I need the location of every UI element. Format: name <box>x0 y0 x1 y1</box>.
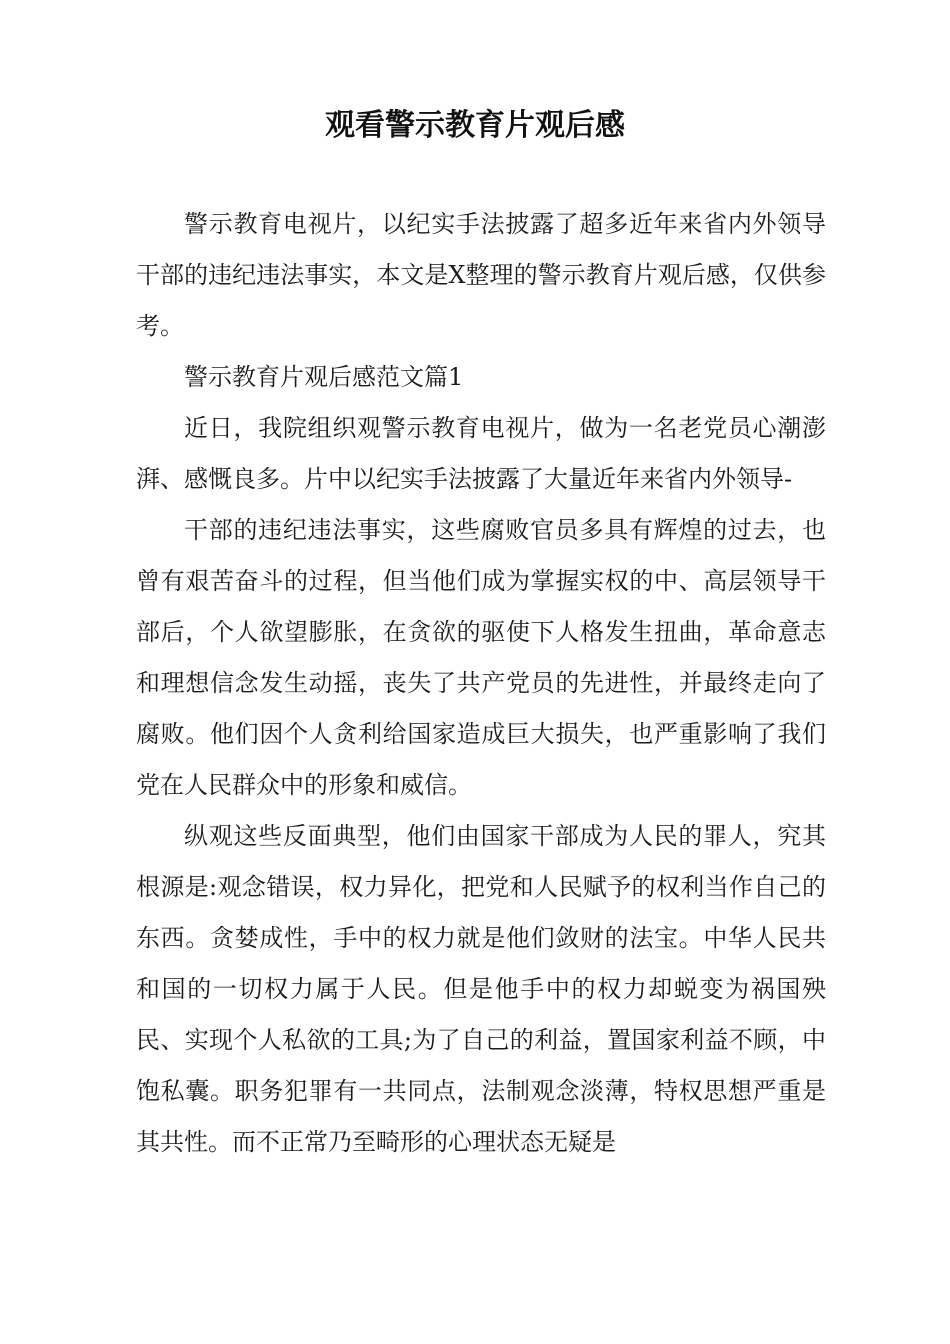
paragraph-intro: 警示教育电视片，以纪实手法披露了超多近年来省内外领导干部的违纪违法事实，本文是X整理的警示教育片观后感，仅供参考。 <box>136 210 826 340</box>
paragraph: 纵观这些反面典型，他们由国家干部成为人民的罪人，究其根源是:观念错误，权力异化，把党和人民赋予的权利当作自己的东西。贪婪成性，手中的权力就是他们敛财的法宝。中华人民共和国的一切权力属于人民。但是他手中的权力却蜕变为祸国殃民、实现个人私欲的工具;为了自己的利益，置国家利益不顾，中饱私囊。职务犯罪有一共同点，法制观念淡薄，特权思想严重是其共性。而不正常乃至畸形的心理状态无疑是 <box>136 822 826 1156</box>
paragraph: 近日，我院组织观警示教育电视片，做为一名老党员心潮澎湃、感慨良多。片中以纪实手法披露了大量近年来省内外领导- <box>136 414 826 493</box>
document-title: 观看警示教育片观后感 <box>325 108 625 143</box>
paragraph: 干部的违纪违法事实，这些腐败官员多具有辉煌的过去，也曾有艰苦奋斗的过程，但当他们成为掌握实权的中、高层领导干部后，个人欲望膨胀，在贪欲的驱使下人格发生扭曲，革命意志和理想信念发生动摇，丧失了共产党员的先进性，并最终走向了腐败。他们因个人贪利给国家造成巨大损失，也严重影响了我们党在人民群众中的形象和威信。 <box>136 516 826 799</box>
document-body <box>136 199 826 1168</box>
section-heading: 警示教育片观后感范文篇1 <box>184 363 464 391</box>
